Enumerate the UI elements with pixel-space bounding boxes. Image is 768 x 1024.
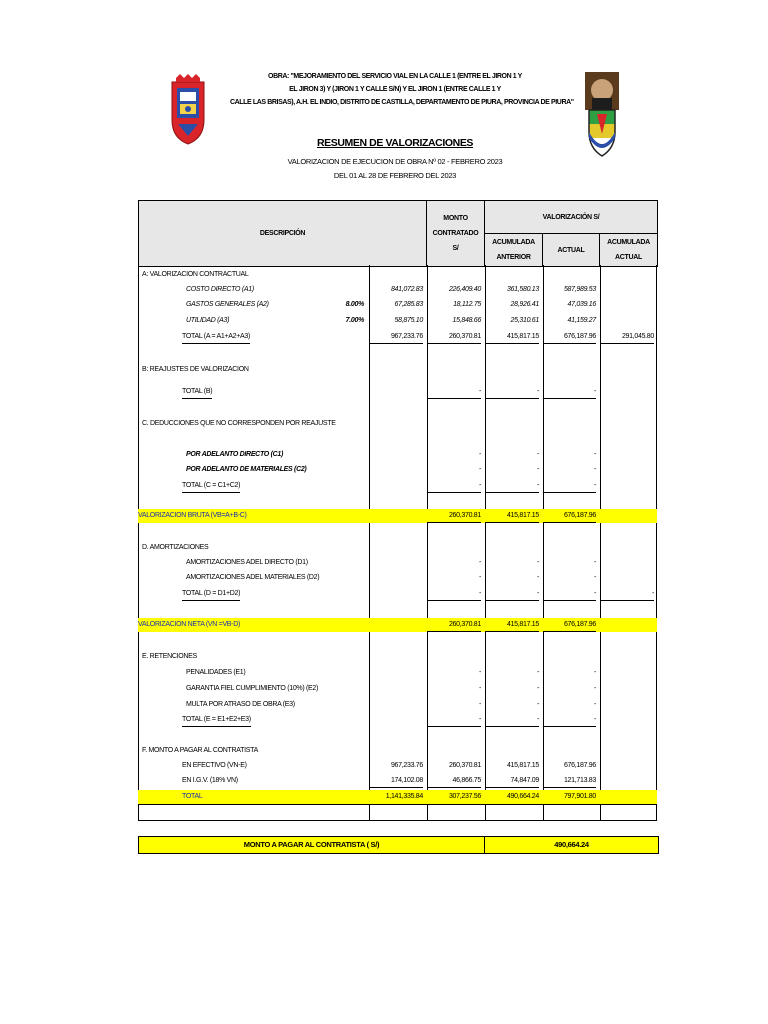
row-a3-acum: 41,159.27 xyxy=(567,317,596,324)
row-a2-ant: 18,112.75 xyxy=(453,301,481,308)
row-f2-act: 74,847.09 xyxy=(485,775,539,788)
row-f1-desc: EN EFECTIVO (VN-E) xyxy=(182,762,247,769)
row-e1-desc: PENALIDADES (E1) xyxy=(186,669,246,676)
row-f2-monto: 174,102.08 xyxy=(369,775,423,788)
row-e2-desc: GARANTIA FIEL CUMPLIMIENTO (10%) (E2) xyxy=(186,685,319,692)
row-c1-ant: - xyxy=(478,451,481,458)
row-c-total-acum: - xyxy=(543,480,596,493)
municipal-crest-logo xyxy=(168,74,208,146)
row-a-total-monto: 967,233.76 xyxy=(369,331,423,344)
row-c1-act: - xyxy=(536,451,539,458)
summary-value: 490,664.24 xyxy=(554,840,589,849)
subtitle-period: DEL 01 AL 28 DE FEBRERO DEL 2023 xyxy=(333,171,457,180)
row-a-total-act: 415,817.15 xyxy=(485,331,539,344)
project-line-3: CALLE LAS BRISAS), A.H. EL INDIO, DISTRITO DE CASTILLA, DEPARTAMENTO DE PIURA, PROVINCIA DE PIURA" xyxy=(230,99,574,106)
header-acum-anterior: ACUMULADA ANTERIOR xyxy=(485,234,543,267)
row-c-total-desc: TOTAL (C = C1+C2) xyxy=(182,480,240,493)
row-e1-act: - xyxy=(536,669,539,676)
row-d1-acum: - xyxy=(593,559,596,566)
row-c2-acum: - xyxy=(593,466,596,473)
subtitle-valorizacion: VALORIZACION DE EJECUCION DE OBRA Nº 02 - FEBRERO 2023 xyxy=(287,157,503,166)
section-f-title-desc: F. MONTO A PAGAR AL CONTRATISTA xyxy=(142,747,258,754)
row-f1-acum: 676,187.96 xyxy=(563,762,596,769)
row-f2-desc: EN I.G.V. (18% VN) xyxy=(182,777,238,784)
row-d-total-act: - xyxy=(485,588,539,601)
row-a1-desc: COSTO DIRECTO (A1) xyxy=(186,286,254,293)
section-b-title-desc: B: REAJUSTES DE VALORIZACION xyxy=(142,366,249,373)
row-a1-acum: 587,989.53 xyxy=(563,286,596,293)
row-d-total-desc: TOTAL (D = D1+D2) xyxy=(182,588,240,601)
valuation-summary-table xyxy=(138,200,658,267)
row-d2-act: - xyxy=(536,574,539,581)
row-f-total-ant: 307,237.56 xyxy=(448,793,481,800)
row-e-total-act: - xyxy=(485,714,539,727)
row-f-total-desc: TOTAL xyxy=(182,793,203,800)
row-e-total-ant: - xyxy=(427,714,481,727)
row-a1-ant: 226,409.40 xyxy=(448,286,481,293)
row-d1-act: - xyxy=(536,559,539,566)
row-d1-desc: AMORTIZACIONES ADEL DIRECTO (D1) xyxy=(186,559,308,566)
row-c2-desc: POR ADELANTO DE MATERIALES (C2) xyxy=(186,466,307,473)
row-f-total-acum: 797,901.80 xyxy=(563,793,596,800)
row-e2-act: - xyxy=(536,685,539,692)
section-a-title-desc: A: VALORIZACION CONTRACTUAL xyxy=(142,271,249,278)
row-d2-acum: - xyxy=(593,574,596,581)
row-f2-ant: 46,866.75 xyxy=(427,775,481,788)
row-a-total-ant: 260,370.81 xyxy=(427,331,481,344)
row-c1-acum: - xyxy=(593,451,596,458)
row-e-total-desc: TOTAL (E = E1+E2+E3) xyxy=(182,714,251,727)
row-valorizacion-bruta-desc: VALORIZACION BRUTA (VB=A+B-C) xyxy=(138,512,247,519)
section-e-title-desc: E. RETENCIONES xyxy=(142,653,197,660)
row-a3-monto: 58,875.10 xyxy=(394,317,423,324)
row-e-total-acum: - xyxy=(543,714,596,727)
row-a3-ant: 15,848.66 xyxy=(452,317,481,324)
row-e3-acum: - xyxy=(593,701,596,708)
row-f2-acum: 121,713.83 xyxy=(543,775,596,788)
regional-emblem-logo xyxy=(583,72,621,158)
row-e1-ant: - xyxy=(478,669,481,676)
row-a2-act: 28,926.41 xyxy=(510,301,539,308)
row-valorizacion-neta-acum: 676,187.96 xyxy=(543,619,596,632)
row-e2-ant: - xyxy=(478,685,481,692)
row-a-total-desc: TOTAL (A = A1+A2+A3) xyxy=(182,331,250,344)
row-f1-ant: 260,370.81 xyxy=(448,762,481,769)
header-monto-contratado: MONTO CONTRATADO S/ xyxy=(427,201,485,267)
section-d-title-desc: D. AMORTIZACIONES xyxy=(142,544,209,551)
row-e2-acum: - xyxy=(593,685,596,692)
row-b-total-act: - xyxy=(485,386,539,399)
row-a3-desc: UTILIDAD (A3) xyxy=(186,317,230,324)
header-actual: ACTUAL xyxy=(543,234,600,267)
amount-to-pay-summary xyxy=(138,836,659,854)
row-b-total-desc: TOTAL (B) xyxy=(182,386,212,399)
row-a-total-saldo: 291,045.80 xyxy=(600,331,654,344)
row-valorizacion-neta-ant: 260,370.81 xyxy=(427,619,481,632)
row-d2-ant: - xyxy=(478,574,481,581)
row-a3-act: 25,310.61 xyxy=(510,317,539,324)
row-e1-acum: - xyxy=(593,669,596,676)
row-f1-act: 415,817.15 xyxy=(506,762,539,769)
section-c-title-desc: C. DEDUCCIONES QUE NO CORRESPONDEN POR REAJUSTE xyxy=(142,420,336,427)
row-d1-ant: - xyxy=(478,559,481,566)
row-valorizacion-neta-act: 415,817.15 xyxy=(485,619,539,632)
row-e3-act: - xyxy=(536,701,539,708)
row-a1-monto: 841,072.83 xyxy=(390,286,423,293)
row-a-total-acum: 676,187.96 xyxy=(543,331,596,344)
page-title: RESUMEN DE VALORIZACIONES xyxy=(316,137,474,149)
header-acum-actual: ACUMULADA ACTUAL xyxy=(600,234,658,267)
row-valorizacion-bruta-act: 415,817.15 xyxy=(485,510,539,523)
row-f-total-monto: 1,141,335.84 xyxy=(385,793,423,800)
row-c-total-ant: - xyxy=(427,480,481,493)
row-valorizacion-bruta-acum: 676,187.96 xyxy=(543,510,596,523)
row-b-total-ant: - xyxy=(427,386,481,399)
row-a2-monto: 67,285.83 xyxy=(394,301,423,308)
row-c2-act: - xyxy=(536,466,539,473)
row-e3-ant: - xyxy=(478,701,481,708)
row-a2-acum: 47,039.16 xyxy=(567,301,596,308)
row-c2-ant: - xyxy=(478,466,481,473)
row-a2-desc: GASTOS GENERALES (A2) xyxy=(186,301,269,308)
row-a2-pct: 8.00% xyxy=(345,301,364,308)
row-a1-act: 361,580.13 xyxy=(506,286,539,293)
row-c1-desc: POR ADELANTO DIRECTO (C1) xyxy=(186,451,283,458)
row-d-total-ant: - xyxy=(427,588,481,601)
row-f1-monto: 967,233.76 xyxy=(390,762,423,769)
header-descripcion: DESCRIPCIÓN xyxy=(139,201,427,267)
project-line-1: OBRA: "MEJORAMIENTO DEL SERVICIO VIAL EN LA CALLE 1 (ENTRE EL JIRON 1 Y xyxy=(268,73,522,80)
row-a3-pct: 7.00% xyxy=(345,317,364,324)
row-c-total-act: - xyxy=(485,480,539,493)
row-b-total-acum: - xyxy=(543,386,596,399)
header-valorizacion: VALORIZACIÓN S/ xyxy=(485,201,658,234)
row-d-total-saldo: - xyxy=(600,588,654,601)
row-valorizacion-bruta-ant: 260,370.81 xyxy=(427,510,481,523)
row-d-total-acum: - xyxy=(543,588,596,601)
row-valorizacion-neta-desc: VALORIZACION NETA (VN =VB-D) xyxy=(138,621,240,628)
project-line-2: EL JIRON 3) Y (JIRON 1 Y CALLE S/N) Y EL JIRON 1 (ENTRE CALLE 1 Y xyxy=(289,86,501,93)
row-f-total-act: 490,664.24 xyxy=(506,793,539,800)
summary-label: MONTO A PAGAR AL CONTRATISTA ( S/) xyxy=(243,840,380,849)
row-d2-desc: AMORTIZACIONES ADEL MATERIALES (D2) xyxy=(186,574,320,581)
row-e3-desc: MULTA POR ATRASO DE OBRA (E3) xyxy=(186,701,295,708)
